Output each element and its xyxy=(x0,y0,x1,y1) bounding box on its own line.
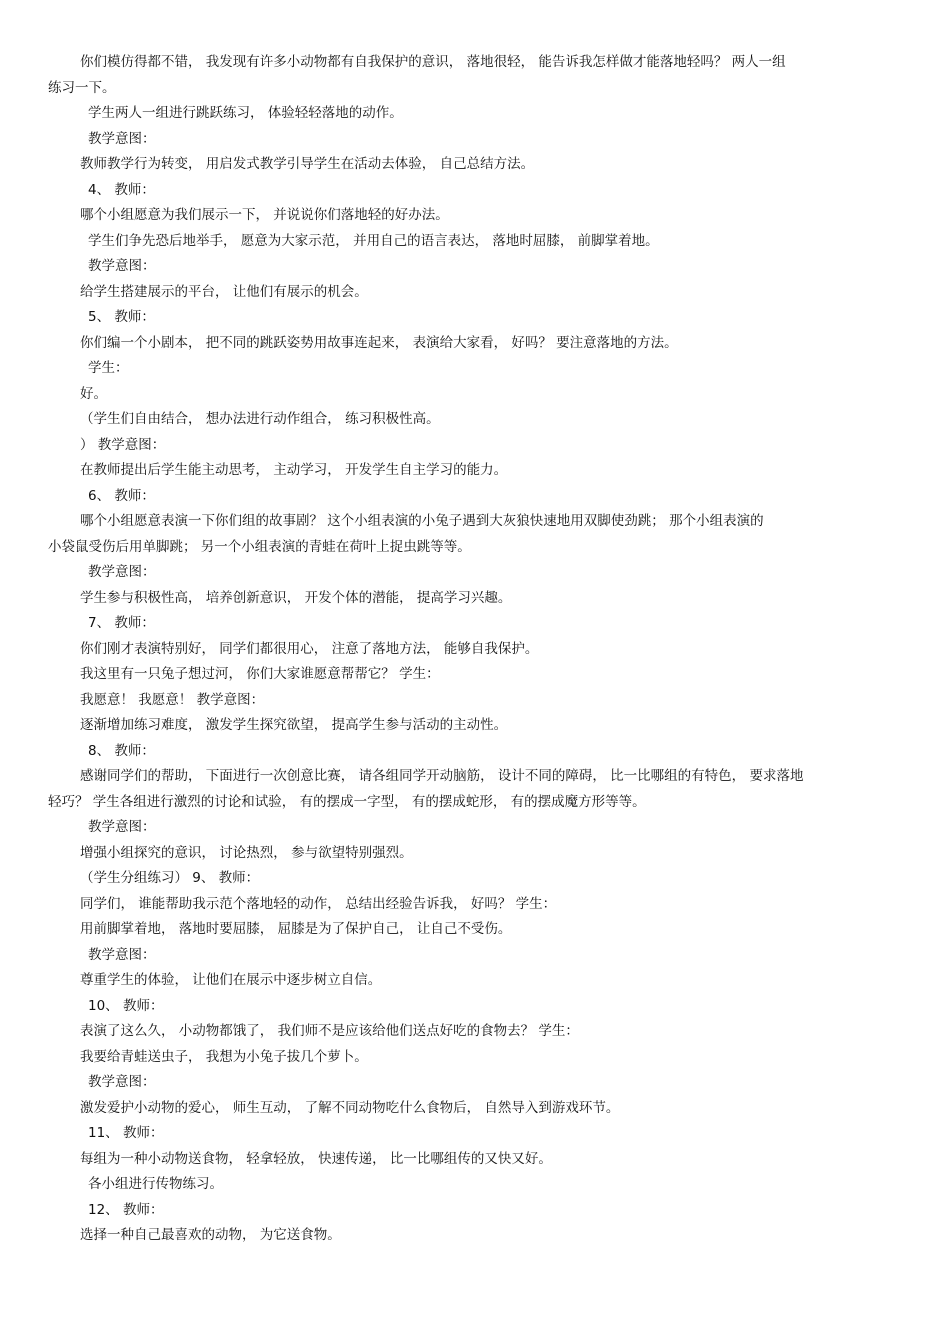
text-line: 给学生搭建展示的平台， 让他们有展示的机会。 xyxy=(80,283,368,300)
text-line: 各小组进行传物练习。 xyxy=(88,1176,223,1192)
text-line: 你们模仿得都不错， 我发现有许多小动物都有自我保护的意识， 落地很轻， 能告诉我怎样做才能落地轻吗？ 两人一组 xyxy=(80,54,786,70)
text-line: 同学们， 谁能帮助我示范个落地轻的动作， 总结出经验告诉我， 好吗？ 学生： xyxy=(80,895,557,912)
text-line: 哪个小组愿意表演一下你们组的故事剧？ 这个小组表演的小兔子遇到大灰狼快速地用双脚使劲跳； 那个小组表演的 xyxy=(80,513,764,529)
text-line: 学生参与积极性高， 培养创新意识， 开发个体的潜能， 提高学习兴趣。 xyxy=(80,589,512,606)
text-line: 我要给青蛙送虫子， 我想为小兔子拔几个萝卜。 xyxy=(80,1048,368,1065)
text-line: 表演了这么久， 小动物都饿了， 我们师不是应该给他们送点好吃的食物去？ 学生： xyxy=(80,1023,579,1039)
text-line: 轻巧？ 学生各组进行激烈的讨论和试验， 有的摆成一字型， 有的摆成蛇形， 有的摆成魔方形等等。 xyxy=(48,793,646,810)
text-line: 12、 教师： xyxy=(88,1201,164,1218)
text-line: 教学意图： xyxy=(88,258,156,274)
text-line: 教学意图： xyxy=(88,819,156,835)
text-line: ） 教学意图： xyxy=(80,436,166,453)
text-line: 增强小组探究的意识， 讨论热烈， 参与欲望特别强烈。 xyxy=(80,844,413,861)
text-line: 小袋鼠受伤后用单脚跳； 另一个小组表演的青蛙在荷叶上捉虫跳等等。 xyxy=(48,538,471,555)
text-line: 在教师提出后学生能主动思考， 主动学习， 开发学生自主学习的能力。 xyxy=(80,462,508,478)
text-line: 感谢同学们的帮助， 下面进行一次创意比赛， 请各组同学开动脑筋， 设计不同的障碍， 比一比哪组的有特色， 要求落地 xyxy=(80,768,804,784)
text-line: 教学意图： xyxy=(88,1074,156,1090)
text-line: 教学意图： xyxy=(88,564,156,580)
text-line: 学生： xyxy=(88,360,129,376)
text-line: 哪个小组愿意为我们展示一下， 并说说你们落地轻的好办法。 xyxy=(80,207,449,223)
text-line: 尊重学生的体验， 让他们在展示中逐步树立自信。 xyxy=(80,972,382,988)
text-line: 11、 教师： xyxy=(88,1125,164,1141)
text-line: 4、 教师： xyxy=(88,181,155,198)
text-line: 你们刚才表演特别好， 同学们都很用心， 注意了落地方法， 能够自我保护。 xyxy=(80,640,539,657)
text-line: 教师教学行为转变， 用启发式教学引导学生在活动去体验， 自己总结方法。 xyxy=(80,156,535,172)
text-line: 你们编一个小剧本， 把不同的跳跃姿势用故事连起来， 表演给大家看， 好吗？ 要注意落地的方法。 xyxy=(80,334,678,351)
text-line: 教学意图： xyxy=(88,946,156,963)
text-line: 6、 教师： xyxy=(88,487,155,504)
text-line: （学生们自由结合， 想办法进行动作组合， 练习积极性高。 xyxy=(80,411,440,427)
text-line: 激发爱护小动物的爱心， 师生互动， 了解不同动物吃什么食物后， 自然导入到游戏环节。 xyxy=(80,1099,620,1116)
text-line: 用前脚掌着地， 落地时要屈膝， 屈膝是为了保护自己， 让自己不受伤。 xyxy=(80,921,512,937)
text-line: 我这里有一只兔子想过河， 你们大家谁愿意帮帮它？ 学生： xyxy=(80,666,440,682)
text-line: 每组为一种小动物送食物， 轻拿轻放， 快速传递， 比一比哪组传的又快又好。 xyxy=(80,1150,552,1167)
text-line: 学生们争先恐后地举手， 愿意为大家示范， 并用自己的语言表达， 落地时屈膝， 前脚掌着地。 xyxy=(88,232,659,249)
text-line: 5、 教师： xyxy=(88,309,155,325)
text-line: 教学意图： xyxy=(88,130,156,147)
text-line: 好。 xyxy=(80,385,107,402)
text-line: 8、 教师： xyxy=(88,742,155,759)
text-line: 选择一种自己最喜欢的动物， 为它送食物。 xyxy=(80,1227,341,1243)
text-line: 练习一下。 xyxy=(48,79,116,96)
text-line: 学生两人一组进行跳跃练习， 体验轻轻落地的动作。 xyxy=(88,105,403,121)
text-line: 逐渐增加练习难度， 激发学生探究欲望， 提高学生参与活动的主动性。 xyxy=(80,717,508,733)
text-line: （学生分组练习） 9、 教师： xyxy=(80,870,260,886)
text-line: 我愿意！ 我愿意！ 教学意图： xyxy=(80,691,265,708)
text-line: 7、 教师： xyxy=(88,615,155,631)
text-line: 10、 教师： xyxy=(88,997,164,1014)
document-body xyxy=(48,50,904,1249)
